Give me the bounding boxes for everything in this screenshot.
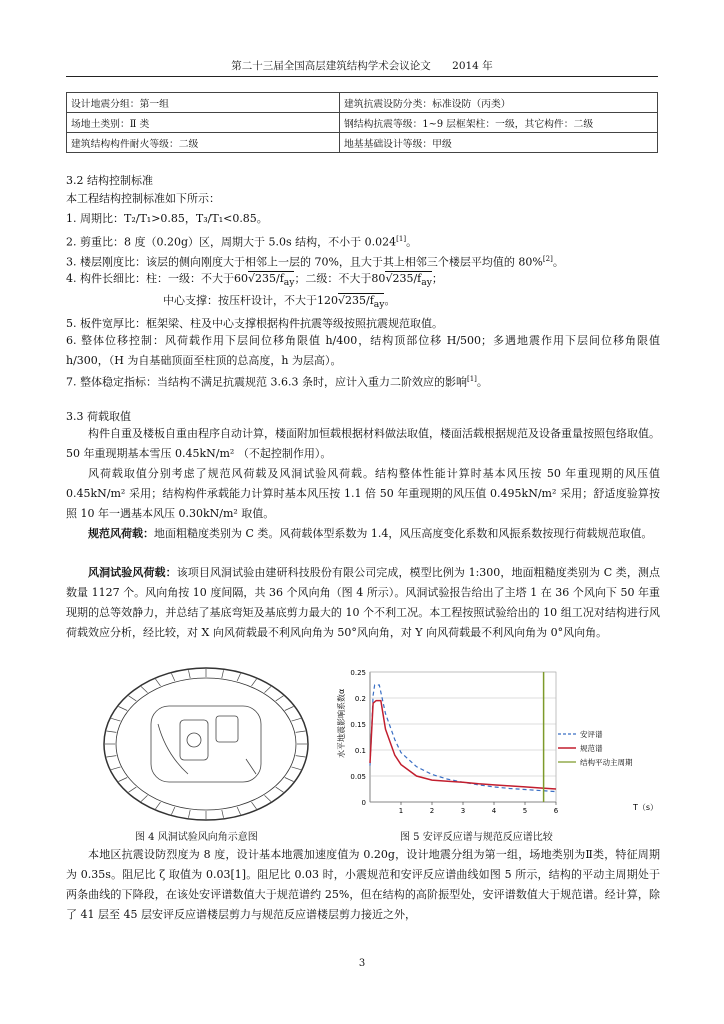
paragraph-wind-load: 风荷载取值分别考虑了规范风荷载及风洞试验风荷载。结构整体性能计算时基本风压按 50 年重现期的风压值 0.45kN/m² 采用；结构构件承载能力计算时基本风压按 1.1 倍 50 年重现期的风压值 0.495kN/m² 采用；舒适度验算按照 10 年一遇基本风压 0.30kN/m² 取值。	[66, 467, 660, 520]
y-tick-label: 0.2	[354, 695, 366, 703]
direction-tick	[285, 778, 294, 782]
direction-tick	[222, 810, 224, 818]
table-cell: 钢结构抗震等级：1~9 层框架柱：一级，其它构件：二级	[340, 113, 658, 133]
direction-tick	[292, 718, 301, 721]
running-header	[66, 58, 658, 77]
section-3-2-title: 3.2 结构控制标准	[66, 174, 153, 187]
table-cell: 建筑抗震设防分类：标准设防（丙类）	[340, 93, 658, 113]
criterion-4-brace: 中心支撑：按压杆设计，不大于$120√235/f_{ay}$。	[163, 294, 396, 311]
criterion-5: 5. 板件宽厚比：框架梁、柱及中心支撑根据构件抗震等级按照抗震规范取值。	[66, 317, 443, 330]
y-tick-label: 0.25	[350, 669, 366, 677]
direction-tick	[264, 795, 270, 801]
design-info-table	[66, 92, 658, 153]
wind-direction-ring	[104, 668, 308, 820]
table-cell: 地基基础设计等级：甲级	[340, 133, 658, 153]
direction-tick	[129, 787, 137, 792]
criterion-6: 6. 整体位移控制：风荷载作用下层间位移角限值 h/400，结构顶部位移 H/500；多遇地震作用下层间位移角限值 h/300，（H 为自基础顶面至柱顶的总高度，h 为层高）。	[66, 334, 660, 367]
table-cell: 设计地震分组：第一组	[67, 93, 340, 113]
x-tick-label: 3	[460, 807, 466, 815]
y-tick-label: 0.1	[354, 747, 366, 755]
direction-tick	[188, 670, 190, 678]
direction-tick	[129, 696, 137, 701]
y-tick-label: 0	[361, 799, 366, 807]
direction-tick	[237, 674, 240, 682]
table-cell: 场地土类别：Ⅱ 类	[67, 113, 340, 133]
direction-tick	[292, 767, 301, 770]
direction-tick	[252, 802, 257, 809]
conference-title: 第二十三届全国高层建筑结构学术会议论文	[231, 60, 431, 72]
criterion-3: 3. 楼层刚度比：该层的侧向刚度大于相邻上一层的 70%，且大于其上相邻三个楼层平均值的 80%[2]。	[66, 255, 564, 269]
criterion-2: 2. 剪重比：8 度（0.20g）区，周期大于 5.0s 结构，不小于 0.024[1]。	[66, 235, 418, 249]
direction-tick	[156, 679, 161, 686]
figure-5-caption: 图 5 安评反应谱与规范反应谱比较	[400, 832, 553, 843]
direction-tick	[141, 795, 147, 801]
paragraph-code-wind: 规范风荷载：地面粗糙度类别为 C 类。风荷载体型系数为 1.4，风压高度变化系数和风振系数按现行荷载规范取值。	[88, 527, 653, 540]
legend-label-anping: 安评谱	[580, 730, 603, 739]
legend-label-period: 结构平动主周期	[580, 758, 633, 767]
figure-4-caption: 图 4 风洞试验风向角示意图	[135, 832, 258, 843]
direction-tick	[276, 787, 284, 792]
direction-ticks	[105, 669, 307, 819]
table-row	[67, 93, 658, 113]
section-3-3-title: 3.3 荷载取值	[66, 410, 131, 423]
direction-tick	[264, 687, 270, 693]
header-year: 2014 年	[452, 60, 493, 72]
direction-tick	[111, 767, 120, 770]
direction-tick	[107, 756, 117, 757]
x-tick-label: 1	[398, 807, 404, 815]
direction-tick	[171, 674, 174, 682]
page-number: 3	[358, 958, 366, 969]
criterion-4: 4. 构件长细比：柱：一级：不大于$60√235/f_{ay}$；二级：不大于$80√235/f_{ay}$；	[66, 272, 443, 289]
direction-tick	[188, 810, 190, 818]
table-row	[67, 113, 658, 133]
direction-tick	[119, 707, 128, 711]
direction-tick	[171, 807, 174, 815]
paragraph-seismic: 本地区抗震设防烈度为 8 度，设计基本地震加速度值为 0.20g，设计地震分组为第一组，场地类别为Ⅱ类，特征周期为 0.35s。阻尼比 ζ 取值为 0.03[1]。阻尼比 0.03 时，小震规范和安评反应谱曲线如图 5 所示，结构的平动主周期处于两条曲线的下降段，在该处安评谱数值大于规范谱约 25%，但在结构的高阶振型处，安评谱数值大于规范谱。经计算，除了 41 层至 45 层安评反应谱楼层剪力与规范反应谱楼层剪力接近之外，	[66, 848, 660, 921]
direction-tick	[276, 696, 284, 701]
paragraph-dead-load: 构件自重及楼板自重由程序自动计算，楼面附加恒载根据材料做法取值，楼面活载根据规范及设备重量按照包络取值。50 年重现期基本雪压 0.45kN/m² （不起控制作用）。	[66, 427, 660, 460]
direction-tick	[156, 802, 161, 809]
control-intro: 本工程结构控制标准如下所示：	[66, 192, 220, 205]
y-axis-label: 水平地震影响系数α	[337, 688, 346, 758]
direction-tick	[119, 778, 128, 782]
direction-tick	[222, 670, 224, 678]
series-line-anping	[370, 685, 556, 792]
direction-tick	[111, 718, 120, 721]
site-plan	[151, 706, 261, 782]
x-tick-label: 5	[522, 807, 528, 815]
x-tick-label: 2	[429, 807, 435, 815]
direction-tick	[285, 707, 294, 711]
direction-tick	[107, 731, 117, 732]
x-tick-label: 4	[491, 807, 497, 815]
y-tick-label: 0.15	[350, 721, 366, 729]
chart-legend	[558, 729, 633, 767]
y-tick-label: 0.05	[350, 773, 366, 781]
table-cell: 建筑结构构件耐火等级：二级	[67, 133, 340, 153]
direction-tick	[296, 756, 306, 757]
legend-label-code: 规范谱	[580, 744, 603, 753]
figure-5-spectrum-chart	[326, 662, 660, 824]
criterion-1: 1. 周期比：T₂/T₁>0.85，T₃/T₁<0.85。	[66, 212, 268, 225]
direction-tick	[237, 807, 240, 815]
criterion-7: 7. 整体稳定指标：当结构不满足抗震规范 3.6.3 条时，应计入重力二阶效应的影响[1]。	[66, 375, 488, 389]
x-axis-label: T（s）	[633, 803, 659, 812]
x-tick-label: 6	[553, 807, 559, 815]
direction-tick	[141, 687, 147, 693]
table-row	[67, 133, 658, 153]
direction-tick	[296, 731, 306, 732]
figure-4-wind-diagram	[96, 664, 316, 826]
direction-tick	[252, 679, 257, 686]
paragraph-tunnel-wind: 风洞试验风荷载：该项目风洞试验由建研科技股份有限公司完成，模型比例为 1:300，地面粗糙度类别为 C 类，测点数量 1127 个。风向角按 10 度间隔，共 36 个风向角（图 4 所示）。风洞试验报告给出了主塔 1 在 36 个风向下 50 年重现期的总等效静力，并总结了基底弯矩及基底剪力最大的 10 个不利工况。本工程按照试验给出的 10 组工况对结构进行风荷载效应分析，经比较，对 X 向风荷载最不利风向角为 50°风向角，对 Y 向风荷载最不利风向角为 0°风向角。	[66, 566, 660, 639]
